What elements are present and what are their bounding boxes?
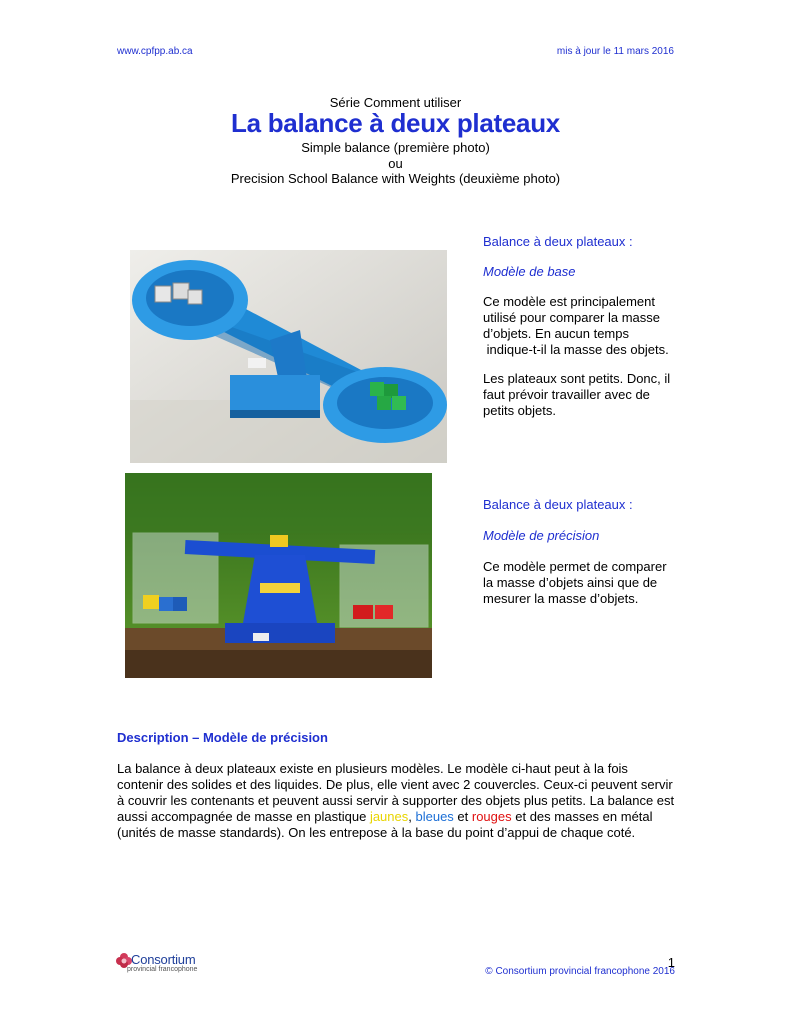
subtitle-line-2: ou xyxy=(388,156,403,171)
page-title: La balance à deux plateaux xyxy=(231,108,560,138)
section1-paragraph1 xyxy=(483,294,669,358)
description-line xyxy=(117,809,687,825)
description-text: aussi accompagnée de masse en plastique xyxy=(117,809,370,824)
section1-heading: Balance à deux plateaux : xyxy=(483,234,633,249)
subtitle-line-1: Simple balance (première photo) xyxy=(301,140,490,155)
series-label: Série Comment utiliser xyxy=(329,95,462,110)
page-number: 1 xyxy=(667,955,675,970)
section2-heading: Balance à deux plateaux : xyxy=(483,497,633,512)
description-line: (unités de masse standards). On les entrepose à la base du point d’appui de chaque coté. xyxy=(117,825,636,840)
section2-p1-line: mesurer la masse d’objets. xyxy=(483,591,639,606)
section1-p1-line: utilisé pour comparer la masse xyxy=(483,310,661,325)
copyright: © Consortium provincial francophone 2016 xyxy=(485,966,675,977)
description-paragraph xyxy=(117,761,687,841)
description-text: et des masses en métal xyxy=(511,809,653,824)
simple-balance-photo xyxy=(130,250,447,463)
description-heading: Description – Modèle de précision xyxy=(117,730,328,745)
website-link[interactable]: www.cpfpp.ab.ca xyxy=(117,46,193,57)
section1-p1-line: d’objets. En aucun temps xyxy=(483,326,629,341)
section1-p2-line: Les plateaux sont petits. Donc, il xyxy=(483,371,671,386)
logo-main-text: Consortium xyxy=(131,952,196,967)
section1-model: Modèle de base xyxy=(483,264,576,279)
section2-model: Modèle de précision xyxy=(483,528,600,543)
section1-p1-line: Ce modèle est principalement xyxy=(483,294,655,309)
subtitle-line-3: Precision School Balance with Weights (deuxième photo) xyxy=(230,171,561,186)
description-line: à couvrir les contenants et peuvent aussi servir à supporter des objets plus petits. La balance est xyxy=(117,793,675,808)
description-line: contenir des solides et des liquides. De plus, elle vient avec 2 couvercles. Ceux-ci peuvent servir xyxy=(117,777,673,792)
section2-p1-line: la masse d’objets ainsi que de xyxy=(483,575,658,590)
consortium-logo xyxy=(115,950,225,980)
section1-paragraph2 xyxy=(483,371,670,419)
blue-word: bleues xyxy=(415,809,454,824)
section1-p2-line: faut prévoir travailler avec de xyxy=(483,387,650,402)
description-line: La balance à deux plateaux existe en plusieurs modèles. Le modèle ci-haut peut à la fois xyxy=(117,761,628,776)
section2-p1-line: Ce modèle permet de comparer xyxy=(483,559,667,574)
section1-p1-line: indique-t-il la masse des objets. xyxy=(483,342,669,357)
section1-p2-line: petits objets. xyxy=(483,403,556,418)
description-text: et xyxy=(453,809,472,824)
yellow-word: jaunes xyxy=(369,809,409,824)
precision-balance-photo xyxy=(125,473,432,678)
update-date: mis à jour le 11 mars 2016 xyxy=(556,46,674,57)
logo-sub-text: provincial francophone xyxy=(127,966,198,973)
description-text: , xyxy=(408,809,416,824)
red-word: rouges xyxy=(471,809,512,824)
section2-paragraph1 xyxy=(483,559,667,607)
